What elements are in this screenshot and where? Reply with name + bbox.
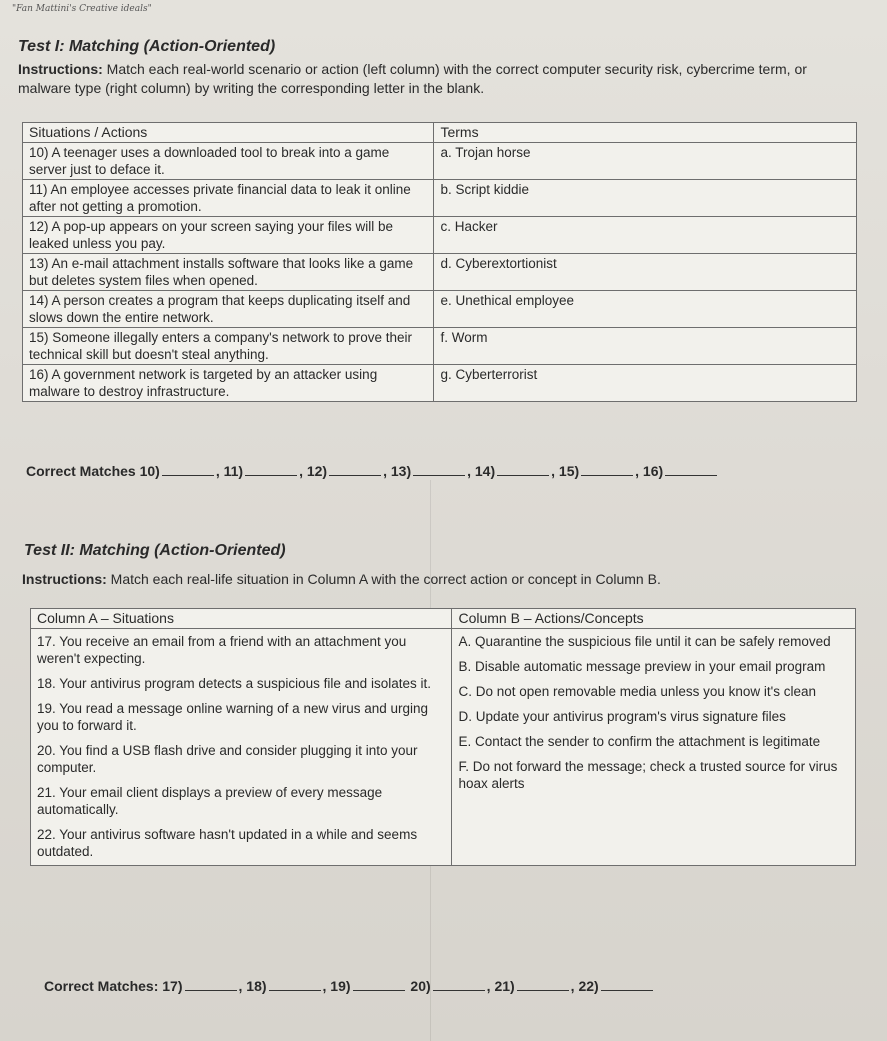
test2-correct-matches: Correct Matches: 17) , 18) , 19) 20) , 21) , 22) [44, 978, 655, 994]
test1-correct-matches: Correct Matches 10) , 11) , 12) , 13) , 14) , 15) , 16) [26, 463, 719, 479]
test1-instructions-label: Instructions: [18, 61, 103, 77]
match-number: 12) [306, 463, 328, 479]
match-number: 13) [390, 463, 412, 479]
list-item: F. Do not forward the message; check a trusted source for virus hoax alerts [458, 759, 838, 791]
test2-title: Test II: Matching (Action-Oriented) [24, 542, 286, 559]
answer-blank[interactable] [517, 980, 569, 991]
table-row [23, 254, 857, 291]
answer-blank[interactable] [497, 465, 549, 476]
test1-instructions [18, 60, 863, 98]
answer-blank[interactable] [413, 465, 465, 476]
test1-instructions-text: Match each real-world scenario or action (left column) with the correct computer security risk, cybercrime term, or malware type (right column) by writing the corresponding letter in the blank. [18, 61, 807, 96]
column-b-cell [452, 629, 856, 866]
header-note: "Fan Mattini's Creative ideals" [12, 4, 152, 14]
test2-col-right-header: Column B – Actions/Concepts [452, 609, 856, 629]
answer-blank[interactable] [665, 465, 717, 476]
answer-blank[interactable] [185, 980, 237, 991]
column-a-cell [31, 629, 452, 866]
list-item: E. Contact the sender to confirm the attachment is legitimate [458, 734, 821, 749]
situation-cell: 11) An employee accesses private financial data to leak it online after not getting a promotion. [23, 180, 434, 217]
answer-blank[interactable] [245, 465, 297, 476]
situation-cell: 13) An e-mail attachment installs software that looks like a game but deletes system files when opened. [23, 254, 434, 291]
answer-blank[interactable] [353, 980, 405, 991]
term-cell: b. Script kiddie [434, 180, 857, 217]
situation-cell: 15) Someone illegally enters a company's network to prove their technical skill but doesn't steal anything. [23, 328, 434, 365]
table-row [23, 180, 857, 217]
table-row [23, 291, 857, 328]
list-item: 20. You find a USB flash drive and consider plugging it into your computer. [37, 743, 418, 775]
match-number: 17) [162, 978, 183, 994]
list-item: B. Disable automatic message preview in your email program [458, 659, 826, 674]
test2-matches-label: Correct Matches: [44, 978, 159, 994]
term-cell: a. Trojan horse [434, 143, 857, 180]
match-number: 18) [246, 978, 267, 994]
table-row [31, 629, 856, 866]
list-item: 19. You read a message online warning of a new virus and urging you to forward it. [37, 701, 429, 733]
match-number: 20) [410, 978, 431, 994]
list-item: A. Quarantine the suspicious file until it can be safely removed [458, 634, 831, 649]
term-cell: d. Cyberextortionist [434, 254, 857, 291]
term-cell: g. Cyberterrorist [434, 365, 857, 402]
test1-table [22, 122, 857, 402]
situation-cell: 16) A government network is targeted by an attacker using malware to destroy infrastructure. [23, 365, 434, 402]
match-number: 19) [330, 978, 351, 994]
situation-cell: 10) A teenager uses a downloaded tool to break into a game server just to deface it. [23, 143, 434, 180]
table-row [23, 143, 857, 180]
test2-instructions [22, 570, 862, 589]
list-item: 21. Your email client displays a preview of every message automatically. [37, 785, 383, 817]
test2-instructions-label: Instructions: [22, 571, 107, 587]
table-row [23, 328, 857, 365]
term-cell: f. Worm [434, 328, 857, 365]
match-number: 10) [139, 463, 160, 479]
table-row [23, 365, 857, 402]
test2-table [30, 608, 856, 866]
match-number: 22) [578, 978, 599, 994]
situation-cell: 14) A person creates a program that keeps duplicating itself and slows down the entire network. [23, 291, 434, 328]
test1-matches-label: Correct Matches [26, 463, 136, 479]
test2-instructions-text: Match each real-life situation in Column A with the correct action or concept in Column B. [110, 571, 661, 587]
match-number: 15) [558, 463, 580, 479]
match-number: 16) [642, 463, 664, 479]
answer-blank[interactable] [601, 980, 653, 991]
situation-cell: 12) A pop-up appears on your screen saying your files will be leaked unless you pay. [23, 217, 434, 254]
test1-title: Test I: Matching (Action-Oriented) [18, 38, 276, 55]
answer-blank[interactable] [162, 465, 214, 476]
table-row [23, 217, 857, 254]
term-cell: c. Hacker [434, 217, 857, 254]
test1-col-left-header: Situations / Actions [23, 123, 434, 143]
match-number: 14) [474, 463, 496, 479]
list-item: C. Do not open removable media unless you know it's clean [458, 684, 816, 699]
list-item: 17. You receive an email from a friend with an attachment you weren't expecting. [37, 634, 407, 666]
match-number: 21) [494, 978, 515, 994]
answer-blank[interactable] [269, 980, 321, 991]
test1-col-right-header: Terms [434, 123, 857, 143]
list-item: 18. Your antivirus program detects a suspicious file and isolates it. [37, 676, 431, 691]
answer-blank[interactable] [329, 465, 381, 476]
list-item: 22. Your antivirus software hasn't updated in a while and seems outdated. [37, 827, 418, 859]
term-cell: e. Unethical employee [434, 291, 857, 328]
list-item: D. Update your antivirus program's virus signature files [458, 709, 786, 724]
test2-col-left-header: Column A – Situations [31, 609, 452, 629]
answer-blank[interactable] [433, 980, 485, 991]
match-number: 11) [223, 463, 244, 479]
answer-blank[interactable] [581, 465, 633, 476]
